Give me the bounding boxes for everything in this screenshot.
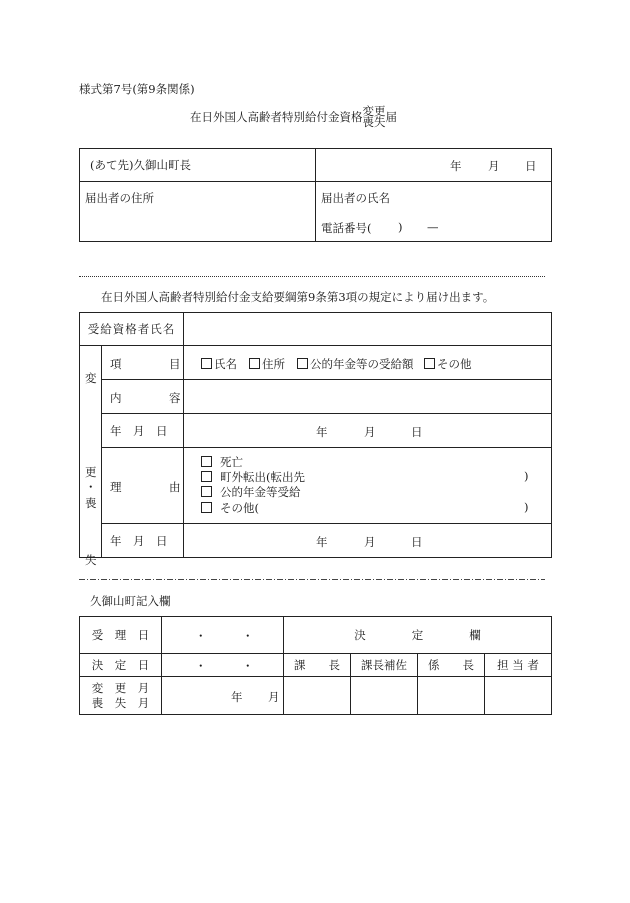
reason-close-paren-1: ) <box>524 469 529 483</box>
applicant-name-label: 届出者の氏名 <box>321 191 390 205</box>
month-label-2: 喪 失 月 <box>91 695 150 710</box>
title-fraction <box>363 106 386 128</box>
received-dot-1: ・ <box>195 629 207 643</box>
content-label <box>102 380 184 414</box>
phone-dash: — <box>427 220 439 234</box>
phone-paren-close: ) <box>398 220 403 234</box>
checkbox-icon <box>249 358 260 369</box>
reason-option-pension[interactable] <box>201 484 301 500</box>
reason-label-b: 由 <box>169 480 181 494</box>
checkbox-icon <box>424 358 435 369</box>
recipient-name-label: 受給資格者氏名 <box>80 313 184 346</box>
checkbox-icon <box>201 358 212 369</box>
month-month: 月 <box>268 690 280 704</box>
reason-option-label: 公的年金等受給 <box>220 485 301 499</box>
change-date-field[interactable] <box>184 414 552 448</box>
applicant-address-cell[interactable] <box>80 182 316 242</box>
month-label-1: 変 更 月 <box>91 680 150 695</box>
staff-section-chief: 課 長 <box>284 654 351 677</box>
month-field[interactable] <box>162 677 284 715</box>
change-date-label: 年 月 日 <box>102 414 184 448</box>
loss-date-year: 年 <box>316 535 328 549</box>
decision-header: 決 定 欄 <box>284 617 552 654</box>
title-upper: 変更 <box>362 104 386 118</box>
month-label <box>80 677 162 715</box>
stamp-assistant-chief[interactable] <box>351 677 418 715</box>
statement: 在日外国人高齢者特別給付金支給要綱第9条第3項の規定により届け出ます。 <box>101 290 495 304</box>
dotted-separator <box>79 276 545 277</box>
checkbox-icon <box>297 358 308 369</box>
staff-assistant-chief: 課長補佐 <box>351 654 418 677</box>
reason-label-a: 理 <box>110 480 122 494</box>
reason-option-moveout[interactable] <box>201 469 305 485</box>
title-end: 届 <box>385 110 397 124</box>
decision-dot-2: ・ <box>242 659 254 673</box>
stamp-subsection-chief[interactable] <box>418 677 485 715</box>
reason-label <box>102 448 184 524</box>
addressee-cell <box>80 149 316 182</box>
decision-dot-1: ・ <box>195 659 207 673</box>
staff-in-charge: 担 当 者 <box>485 654 552 677</box>
header-table <box>79 148 552 242</box>
checkbox-icon <box>201 456 212 467</box>
item-options-cell <box>184 346 552 380</box>
decision-date-field[interactable] <box>162 654 284 677</box>
content-label-b: 容 <box>169 391 181 405</box>
header-date-month: 月 <box>488 159 500 173</box>
reason-option-death[interactable] <box>201 454 243 470</box>
reason-option-label: その他( <box>220 501 259 515</box>
received-date-field[interactable] <box>162 617 284 654</box>
applicant-name-cell[interactable] <box>316 182 552 242</box>
side-label-2: 更 <box>85 465 97 479</box>
office-heading: 久御山町記入欄 <box>90 594 171 608</box>
reason-option-label: 死亡 <box>220 455 243 469</box>
side-label-1: 変 <box>85 371 97 385</box>
decision-date-label: 決 定 日 <box>80 654 162 677</box>
side-label <box>80 346 102 567</box>
item-label-a: 項 <box>110 357 122 371</box>
checkbox-icon <box>201 471 212 482</box>
phone-label: 電話番号( <box>321 221 372 235</box>
stamp-section-chief[interactable] <box>284 677 351 715</box>
staff-subsection-chief: 係 長 <box>418 654 485 677</box>
month-year: 年 <box>231 690 243 704</box>
item-label-b: 目 <box>169 357 181 371</box>
side-label-3: ・ <box>85 480 97 494</box>
reason-options-cell <box>184 448 552 524</box>
title-main: 在日外国人高齢者特別給付金資格 <box>190 110 363 124</box>
main-table <box>79 312 552 567</box>
item-option-address[interactable] <box>249 356 285 372</box>
stamp-in-charge[interactable] <box>485 677 552 715</box>
content-field[interactable] <box>184 380 552 414</box>
content-label-a: 内 <box>110 391 122 405</box>
item-option-other[interactable] <box>424 356 472 372</box>
reason-close-paren-2: ) <box>524 500 529 514</box>
reason-option-other[interactable] <box>201 500 259 516</box>
form-title <box>190 104 397 130</box>
side-label-4: 喪 <box>85 496 97 510</box>
received-dot-2: ・ <box>242 629 254 643</box>
item-option-label: その他 <box>437 357 472 371</box>
side-label-5: 失 <box>85 553 97 567</box>
item-option-label: 住所 <box>262 357 285 371</box>
received-label: 受 理 日 <box>80 617 162 654</box>
header-date-cell[interactable] <box>316 149 552 182</box>
title-lower: 喪失 <box>362 115 386 129</box>
dashdot-separator <box>79 579 545 580</box>
header-date-day: 日 <box>525 159 537 173</box>
loss-date-label: 年 月 日 <box>102 524 184 558</box>
loss-date-day: 日 <box>411 535 423 549</box>
change-date-day: 日 <box>411 425 423 439</box>
item-option-name[interactable] <box>201 356 237 372</box>
header-date-year: 年 <box>450 159 462 173</box>
form-number: 様式第7号(第9条関係) <box>79 82 195 96</box>
recipient-name-field[interactable] <box>184 313 552 346</box>
item-option-pension[interactable] <box>297 356 414 372</box>
office-table <box>79 616 552 715</box>
item-label <box>102 346 184 380</box>
item-option-label: 公的年金等の受給額 <box>310 357 414 371</box>
loss-date-month: 月 <box>364 535 376 549</box>
change-date-year: 年 <box>316 425 328 439</box>
checkbox-icon <box>201 502 212 513</box>
applicant-address-label: 届出者の住所 <box>85 191 154 205</box>
reason-option-label: 町外転出(転出先 <box>220 470 305 484</box>
loss-date-field[interactable] <box>184 524 552 558</box>
addressee: (あて先)久御山町長 <box>90 158 191 172</box>
checkbox-icon <box>201 486 212 497</box>
change-date-month: 月 <box>364 425 376 439</box>
item-option-label: 氏名 <box>214 357 237 371</box>
